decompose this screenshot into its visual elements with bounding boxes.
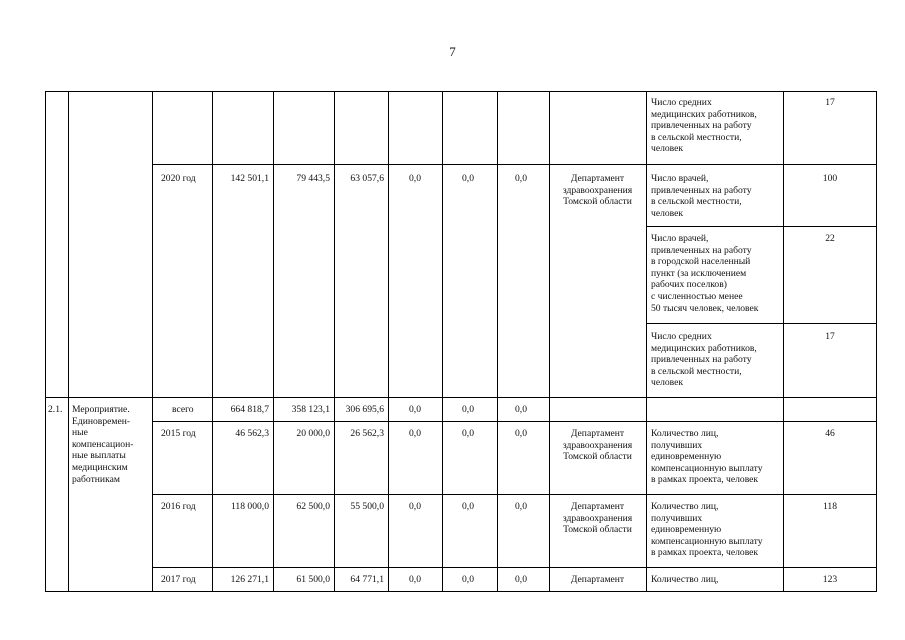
table-rule [273, 91, 274, 592]
amount-cell: 55 500,0 [350, 501, 384, 512]
event-name-cell: Мероприятие. Единовремен- ные компенсацион- ные выплаты медицинским работникам [72, 404, 134, 485]
amount-cell: 63 057,6 [350, 173, 384, 184]
table-rule [68, 91, 69, 592]
table-rule [876, 91, 877, 592]
amount-cell: 20 000,0 [296, 428, 330, 439]
table-rule [442, 91, 443, 592]
amount-cell: 0,0 [462, 404, 474, 415]
amount-cell: 358 123,1 [291, 404, 330, 415]
period-cell: 2016 год [161, 501, 196, 512]
page-number: 7 [449, 44, 456, 59]
indicator-cell: Число средних медицинских работников, привлеченных на работу в сельской местности, человек [651, 97, 757, 155]
table-rule [152, 91, 153, 592]
table-rule [334, 91, 335, 592]
total-cell: 126 271,1 [230, 574, 269, 585]
table-rule [152, 421, 877, 422]
total-cell: 46 562,3 [235, 428, 269, 439]
indicator-value-cell: 17 [825, 331, 835, 342]
amount-cell: 0,0 [409, 173, 421, 184]
amount-cell: 26 562,3 [350, 428, 384, 439]
table-rule [549, 91, 550, 592]
indicator-cell: Число средних медицинских работников, привлеченных на работу в сельской местности, человек [651, 331, 757, 389]
table-rule [152, 494, 877, 495]
total-cell: 664 818,7 [230, 404, 269, 415]
amount-cell: 0,0 [462, 173, 474, 184]
amount-cell: 62 500,0 [296, 501, 330, 512]
amount-cell: 0,0 [515, 574, 527, 585]
table-rule [212, 91, 213, 592]
indicator-cell: Количество лиц, [651, 574, 719, 585]
amount-cell: 0,0 [462, 428, 474, 439]
table-rule [152, 567, 877, 568]
table-rule [646, 323, 877, 324]
executor-cell: Департамент здравоохранения Томской области [562, 501, 633, 536]
amount-cell: 64 771,1 [350, 574, 384, 585]
amount-cell: 0,0 [515, 173, 527, 184]
table-rule [45, 91, 877, 92]
indicator-value-cell: 22 [825, 233, 835, 244]
amount-cell: 0,0 [462, 574, 474, 585]
table-rule [388, 91, 389, 592]
indicator-value-cell: 118 [822, 501, 838, 512]
indicator-cell: Число врачей, привлеченных на работу в городской населенный пункт (за исключением рабочих поселков) с численностью менее 50 тысяч человек, человек [651, 233, 759, 314]
row-number-cell: 2.1. [48, 404, 63, 415]
table-rule [152, 164, 877, 165]
amount-cell: 306 695,6 [345, 404, 384, 415]
indicator-value-cell: 17 [825, 97, 835, 108]
period-cell: 2015 год [161, 428, 196, 439]
amount-cell: 0,0 [409, 501, 421, 512]
period-cell: 2020 год [161, 173, 196, 184]
amount-cell: 0,0 [515, 428, 527, 439]
amount-cell: 0,0 [409, 428, 421, 439]
indicator-value-cell: 123 [822, 574, 838, 585]
amount-cell: 0,0 [409, 574, 421, 585]
table-rule [497, 91, 498, 592]
amount-cell: 0,0 [409, 404, 421, 415]
amount-cell: 79 443,5 [296, 173, 330, 184]
table-rule [646, 226, 877, 227]
total-cell: 142 501,1 [230, 173, 269, 184]
indicator-value-cell: 100 [822, 173, 838, 184]
period-cell: 2017 год [161, 574, 196, 585]
amount-cell: 0,0 [515, 404, 527, 415]
total-cell: 118 000,0 [230, 501, 269, 512]
indicator-cell: Количество лиц, получивших единовременную компенсационную выплату в рамках проекта, человек [651, 428, 763, 486]
table-rule [45, 591, 877, 592]
indicator-value-cell: 46 [825, 428, 835, 439]
indicator-cell: Количество лиц, получивших единовременную компенсационную выплату в рамках проекта, человек [651, 501, 763, 559]
period-cell: всего [172, 404, 194, 415]
table-rule [646, 91, 647, 592]
indicator-cell: Число врачей, привлеченных на работу в сельской местности, человек [651, 173, 752, 219]
amount-cell: 0,0 [515, 501, 527, 512]
executor-cell: Департамент [570, 574, 625, 585]
amount-cell: 61 500,0 [296, 574, 330, 585]
table-rule [45, 91, 46, 592]
amount-cell: 0,0 [462, 501, 474, 512]
executor-cell: Департамент здравоохранения Томской области [562, 428, 633, 463]
table-rule [45, 397, 877, 398]
executor-cell: Департамент здравоохранения Томской области [562, 173, 633, 208]
